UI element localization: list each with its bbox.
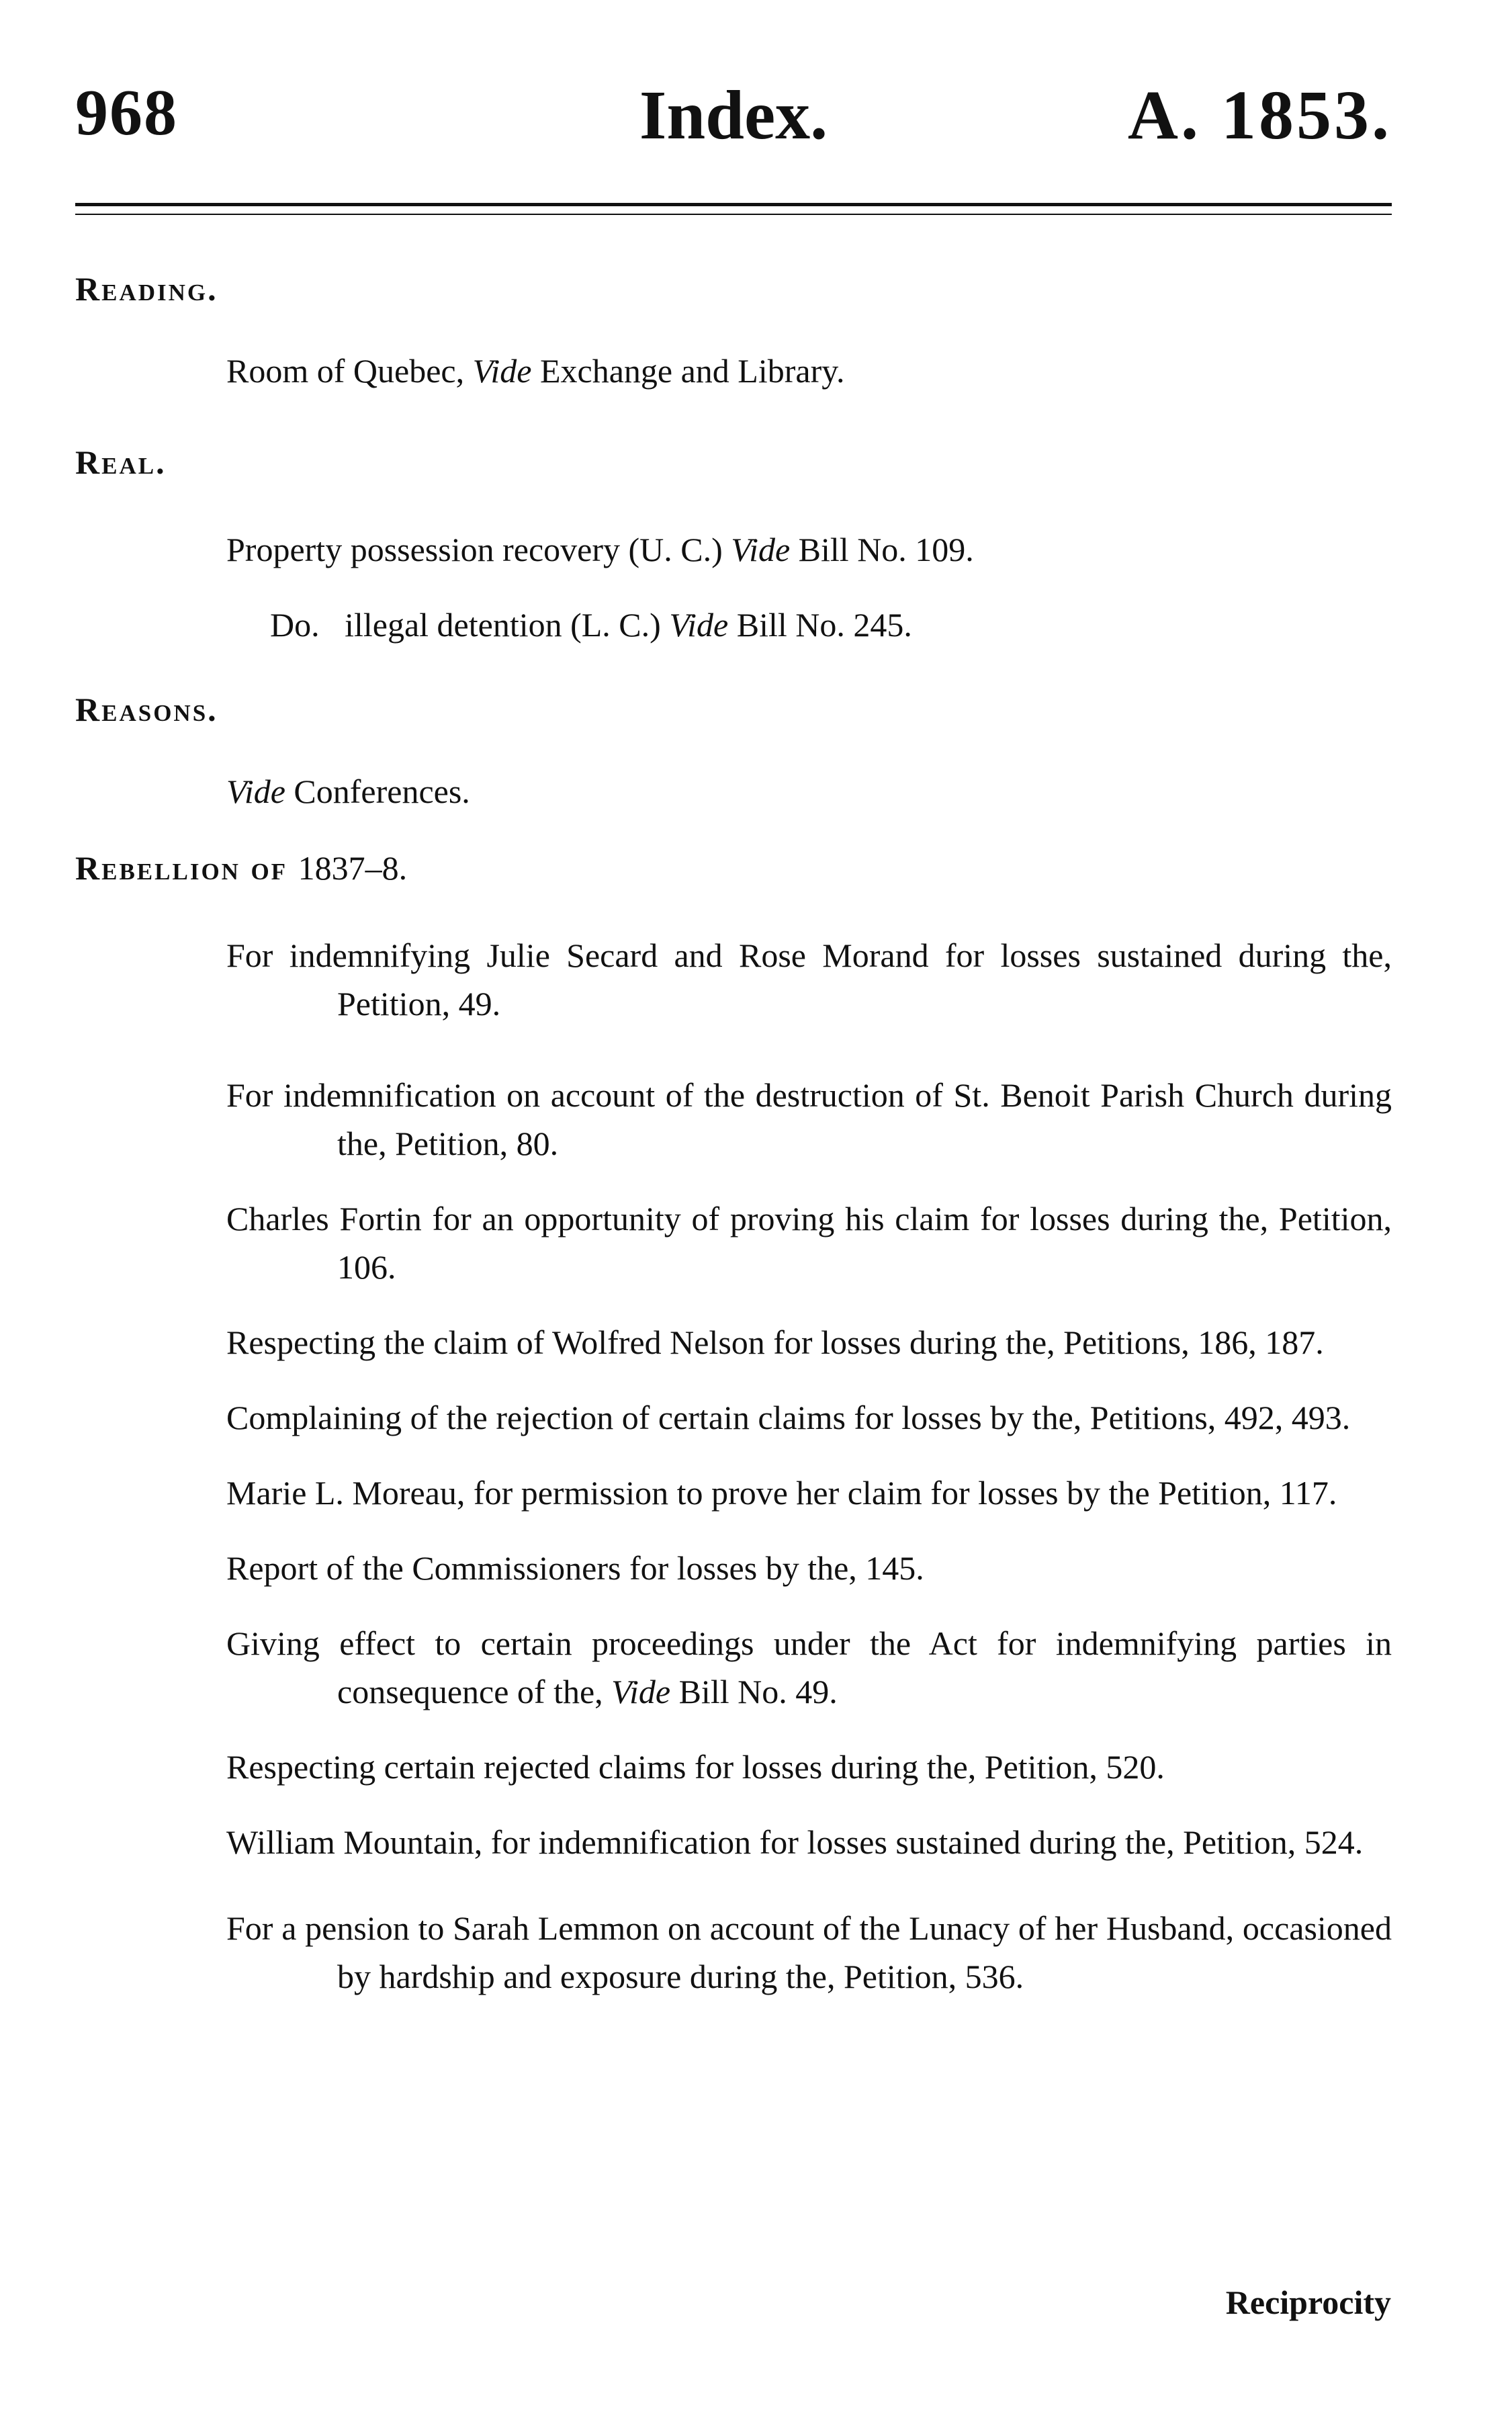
header-rule-thin xyxy=(75,214,1392,215)
entry-rebellion-secard: For indemnifying Julie Secard and Rose Morand for losses sustained during the, Petition, 49. xyxy=(226,937,1392,1023)
entry-real-detention: Do. illegal detention (L. C.) Vide Bill No. 245. xyxy=(270,606,912,644)
entry-reading-room: Room of Quebec, Vide Exchange and Library. xyxy=(226,352,845,390)
header-rule-thick xyxy=(75,203,1392,206)
page-number: 968 xyxy=(75,77,178,149)
entry-reasons-conferences: Vide Conferences. xyxy=(226,773,470,810)
entry-rebellion-mountain: William Mountain, for indemnification for losses sustained during the, Petition, 524. xyxy=(226,1823,1364,1861)
page-year: A. 1853. xyxy=(1127,77,1392,154)
catchword: Reciprocity xyxy=(1225,2283,1391,2321)
page-header xyxy=(75,75,1392,156)
entry-rebellion-fortin: Charles Fortin for an opportunity of proving his claim for losses during the, Petition, 106. xyxy=(226,1200,1392,1286)
entry-rebellion-nelson: Respecting the claim of Wolfred Nelson for losses during the, Petitions, 186, 187. xyxy=(226,1323,1324,1361)
entry-rebellion-rejection: Complaining of the rejection of certain claims for losses by the, Petitions, 492, 493. xyxy=(226,1399,1351,1436)
index-content xyxy=(75,250,1392,2001)
heading-real: Real. xyxy=(75,443,167,481)
entry-real-property: Property possession recovery (U. C.) Vide Bill No. 109. xyxy=(226,531,974,568)
entry-rebellion-st-benoit: For indemnification on account of the destruction of St. Benoit Parish Church during the, Petition, 80. xyxy=(226,1076,1392,1162)
entry-rebellion-lemmon: For a pension to Sarah Lemmon on account of the Lunacy of her Husband, occasioned by hardship and exposure during the, Petition, 536. xyxy=(226,1909,1392,1995)
heading-rebellion-years: 1837–8. xyxy=(298,849,408,887)
page-title: Index. xyxy=(639,77,828,154)
entry-rebellion-commissioners: Report of the Commissioners for losses by the, 145. xyxy=(226,1549,924,1587)
entry-rebellion-moreau: Marie L. Moreau, for permission to prove her claim for losses by the Petition, 117. xyxy=(226,1474,1337,1512)
entry-rebellion-rejected-claims: Respecting certain rejected claims for losses during the, Petition, 520. xyxy=(226,1748,1165,1786)
heading-rebellion-label: Rebellion of xyxy=(75,849,288,887)
heading-reasons: Reasons. xyxy=(75,691,218,728)
heading-rebellion xyxy=(75,848,1392,888)
heading-reading: Reading. xyxy=(75,270,218,308)
entry-rebellion-giving-effect: Giving effect to certain proceedings under the Act for indemnifying parties in consequence of the, Vide Bill No. 49. xyxy=(226,1624,1392,1710)
